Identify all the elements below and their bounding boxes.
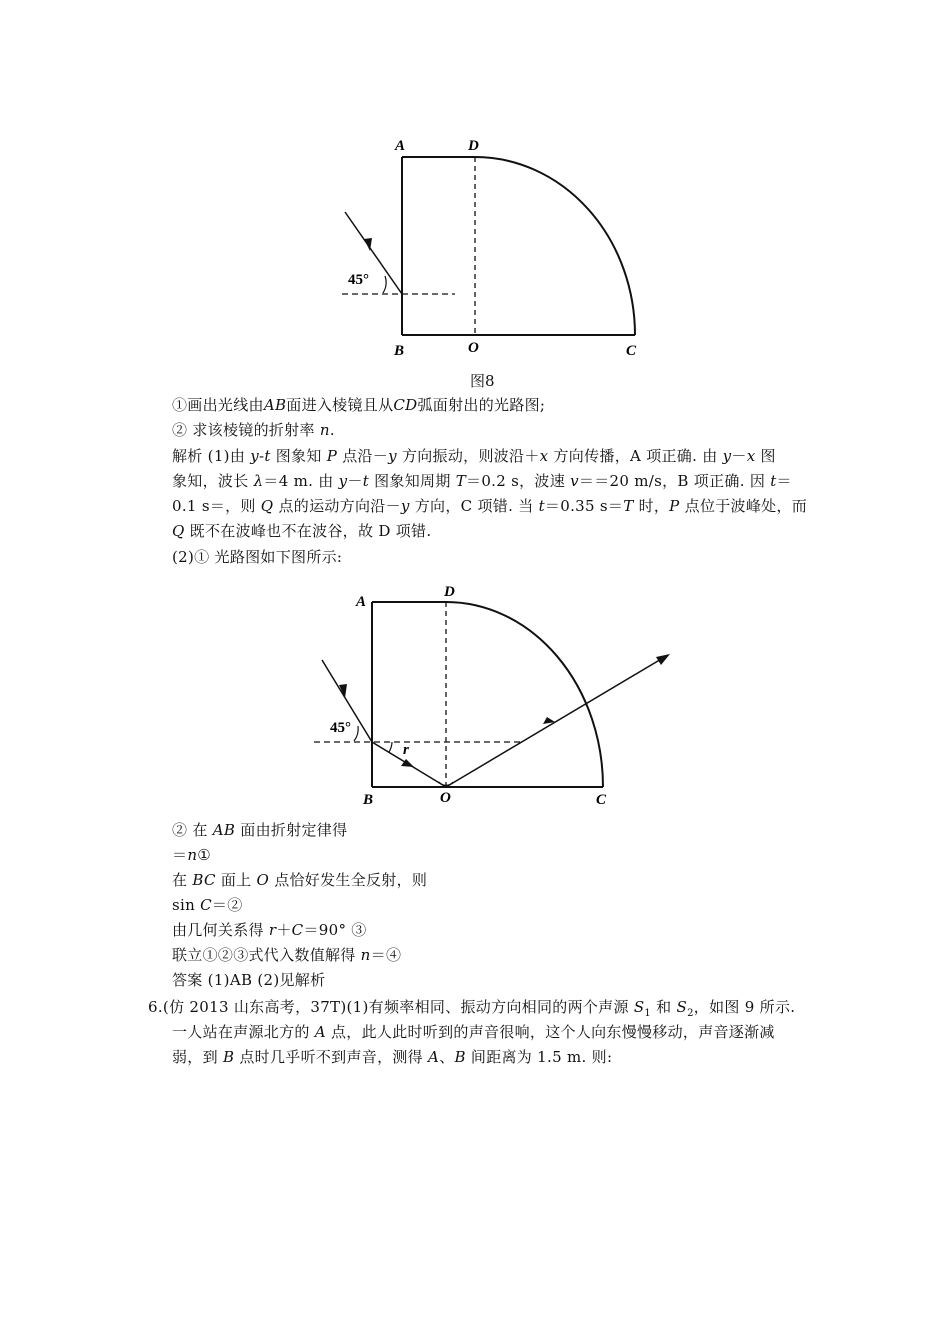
question-part-2: ② 求该棱镜的折射率 n. xyxy=(172,421,335,439)
solution-line-6: 联立①②③式代入数值解得 n＝④ xyxy=(172,946,402,964)
question-part-1: ①画出光线由AB面进入棱镜且从CD弧面射出的光路图; xyxy=(172,396,546,414)
label-b: B xyxy=(363,792,374,808)
angle-label: 45° xyxy=(348,272,369,288)
angle-45-arc xyxy=(354,726,358,741)
angle-r-arc xyxy=(389,742,392,752)
label-b: B xyxy=(394,343,405,359)
exit-arrow-head xyxy=(656,654,670,665)
analysis-line-5: (2)① 光路图如下图所示: xyxy=(172,548,343,566)
angle-r-label: r xyxy=(403,742,409,758)
label-a: A xyxy=(356,594,367,610)
solution-line-3: 在 BC 面上 O 点恰好发生全反射，则 xyxy=(172,871,428,889)
answer-line: 答案 (1)AB (2)见解析 xyxy=(172,971,326,989)
solution-line-5: 由几何关系得 r＋C＝90° ③ xyxy=(172,921,367,939)
light-path-diagram xyxy=(300,578,700,810)
label-d: D xyxy=(444,584,455,600)
analysis-line-2: 象知，波长 λ＝4 m. 由 y－t 图象知周期 T＝0.2 s，波速 v＝＝20 m/s，B 项正确. 因 t＝ xyxy=(172,472,792,490)
solution-line-1: ② 在 AB 面由折射定律得 xyxy=(172,821,348,839)
label-a: A xyxy=(395,138,406,154)
label-d: D xyxy=(468,138,479,154)
label-c: C xyxy=(596,792,607,808)
analysis-line-4: Q 既不在波峰也不在波谷，故 D 项错. xyxy=(172,522,432,540)
arc-dc xyxy=(446,602,603,787)
arc-dc xyxy=(475,157,635,335)
figure-8-diagram xyxy=(330,130,650,365)
label-o: O xyxy=(440,790,451,806)
problem-6-line-2: 一人站在声源北方的 A 点，此人此时听到的声音很响，这个人向东慢慢移动，声音逐渐减 xyxy=(172,1023,775,1041)
solution-line-4: sin C＝② xyxy=(172,896,243,914)
problem-6-line-3: 弱，到 B 点时几乎听不到声音，测得 A、B 间距离为 1.5 m. 则: xyxy=(172,1048,613,1066)
figure-caption: 图8 xyxy=(470,372,495,390)
solution-line-2: ＝n① xyxy=(172,846,212,864)
analysis-line-3: 0.1 s＝，则 Q 点的运动方向沿－y 方向，C 项错. 当 t＝0.35 s＝T 时，P 点位于波峰处，而 xyxy=(172,497,808,515)
label-o: O xyxy=(468,340,479,356)
angle-label: 45° xyxy=(330,720,351,736)
reflected-ray xyxy=(446,655,668,787)
analysis-line-1: 解析 (1)由 y-t 图象知 P 点沿－y 方向振动，则波沿＋x 方向传播，A 项正确. 由 y－x 图 xyxy=(172,447,776,465)
label-c: C xyxy=(626,343,637,359)
angle-arc xyxy=(383,276,386,293)
problem-6-line-1: 6.(仿 2013 山东高考，37T)(1)有频率相同、振动方向相同的两个声源 $S_1$ 和 $S_2$，如图 9 所示. xyxy=(148,998,796,1019)
